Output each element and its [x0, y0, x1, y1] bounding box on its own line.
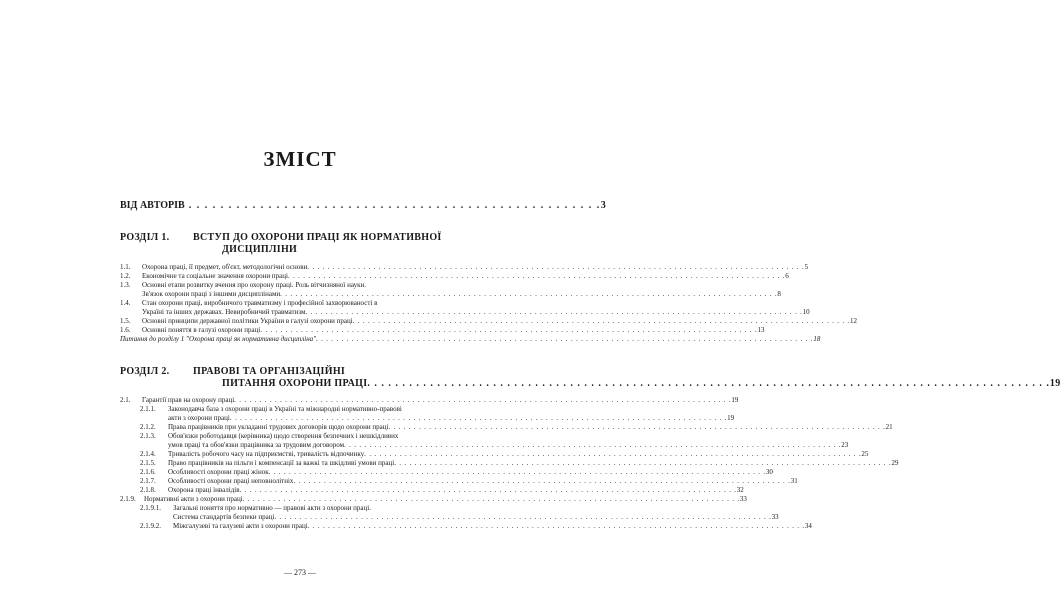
- toc-item: 2.1. Гарантії прав на охорону праці . . . 19: [120, 396, 471, 404]
- toc-item: 1.2. Економічне та соціальне значення охорони праці . . . 6: [120, 272, 471, 280]
- section1-title-line2: ДИСЦИПЛІНИ: [222, 244, 298, 255]
- toc-item: 1.4. Стан охорони праці, виробничого травматизму і професійної захворюваності в: [120, 299, 378, 307]
- toc-item: 1.1. Охорона праці, її предмет, об'єкт, методологічні основи . . . 5: [120, 263, 471, 271]
- toc-item: 1.6. Основні поняття в галузі охорони праці . . . 13: [120, 326, 471, 334]
- leader-dots: . . . . . . . . . . . . . . . . . . . . . . . . . . . . . . . . . . . . . . . . . . . . . . . . . . . .: [184, 200, 601, 211]
- toc-item-continuation: акти з охорони праці . . . 19: [168, 414, 471, 422]
- toc-item: 1.3. Основні етапи розвитку вчення про охорону праці. Роль вітчизняної науки.: [120, 281, 367, 289]
- toc-item-continuation: Україні та інших державах. Невиробничий травматизм . . . 10: [142, 308, 471, 316]
- toc-item: 2.1.7. Особливості охорони праці неповнолітніх . . . 31: [140, 477, 471, 485]
- toc-item: 2.1.6. Особливості охорони праці жінок . . . 30: [140, 468, 471, 476]
- toc-item: 1.5. Основні принципи державної політики України в галузі охорони праці . . . 12: [120, 317, 471, 325]
- page-title: ЗМІСТ: [263, 147, 337, 171]
- toc-item: 2.1.8. Охорона праці інвалідів . . . 32: [140, 486, 471, 494]
- toc-item: 2.1.4. Тривалість робочого часу на підприємстві, тривалість відпочинку . . . 25: [140, 450, 471, 458]
- toc-authors-entry: [120, 200, 606, 211]
- section1-number: РОЗДІЛ 1.: [120, 232, 170, 243]
- section2-title-line2: ПИТАННЯ ОХОРОНИ ПРАЦІ . . . 19: [222, 378, 471, 390]
- page-number: — 273 —: [284, 568, 316, 577]
- section2-title-line1: ПРАВОВІ ТА ОРГАНІЗАЦІЙНІ: [193, 366, 346, 377]
- toc-item: 2.1.1. Законодавча база з охорони праці в Україні та міжнародні нормативно-правові: [140, 405, 402, 413]
- toc-item-continuation: Система стандартів безпеки праці . . . 33: [173, 513, 471, 521]
- toc-item: 2.1.9. Нормативні акти з охорони праці . . . 33: [120, 495, 471, 503]
- toc-item-continuation: Зв'язок охорони праці з іншими дисциплінами . . . 8: [142, 290, 471, 298]
- toc-item-continuation: умов праці та обов'язки працівника за трудовим договором . . . 23: [168, 441, 471, 449]
- toc-item: 2.1.3. Обов'язки роботодавця (керівника) щодо створення безпечних і нешкідливих: [140, 432, 399, 440]
- authors-label: ВІД АВТОРІВ: [120, 200, 185, 211]
- toc-item: 2.1.9.1. Загальні поняття про нормативно — правові акти з охорони праці.: [140, 504, 371, 512]
- authors-page: 3: [600, 200, 606, 211]
- toc-item: 2.1.2. Права працівників при укладанні трудових договорів щодо охорони праці . . . 21: [140, 423, 471, 431]
- toc-item: 2.1.9.2. Міжгалузеві та галузеві акти з охорони праці . . . 34: [140, 522, 471, 530]
- section2-number: РОЗДІЛ 2.: [120, 366, 170, 377]
- toc-item: 2.1.5. Право працівників на пільги і компенсації за важкі та шкідливі умови праці . . . 29: [140, 459, 471, 467]
- section1-title-line1: ВСТУП ДО ОХОРОНИ ПРАЦІ ЯК НОРМАТИВНОЇ: [193, 232, 442, 243]
- section1-questions: Питання до розділу 1 "Охорона праці як нормативна дисципліна" . . . 18: [120, 335, 471, 343]
